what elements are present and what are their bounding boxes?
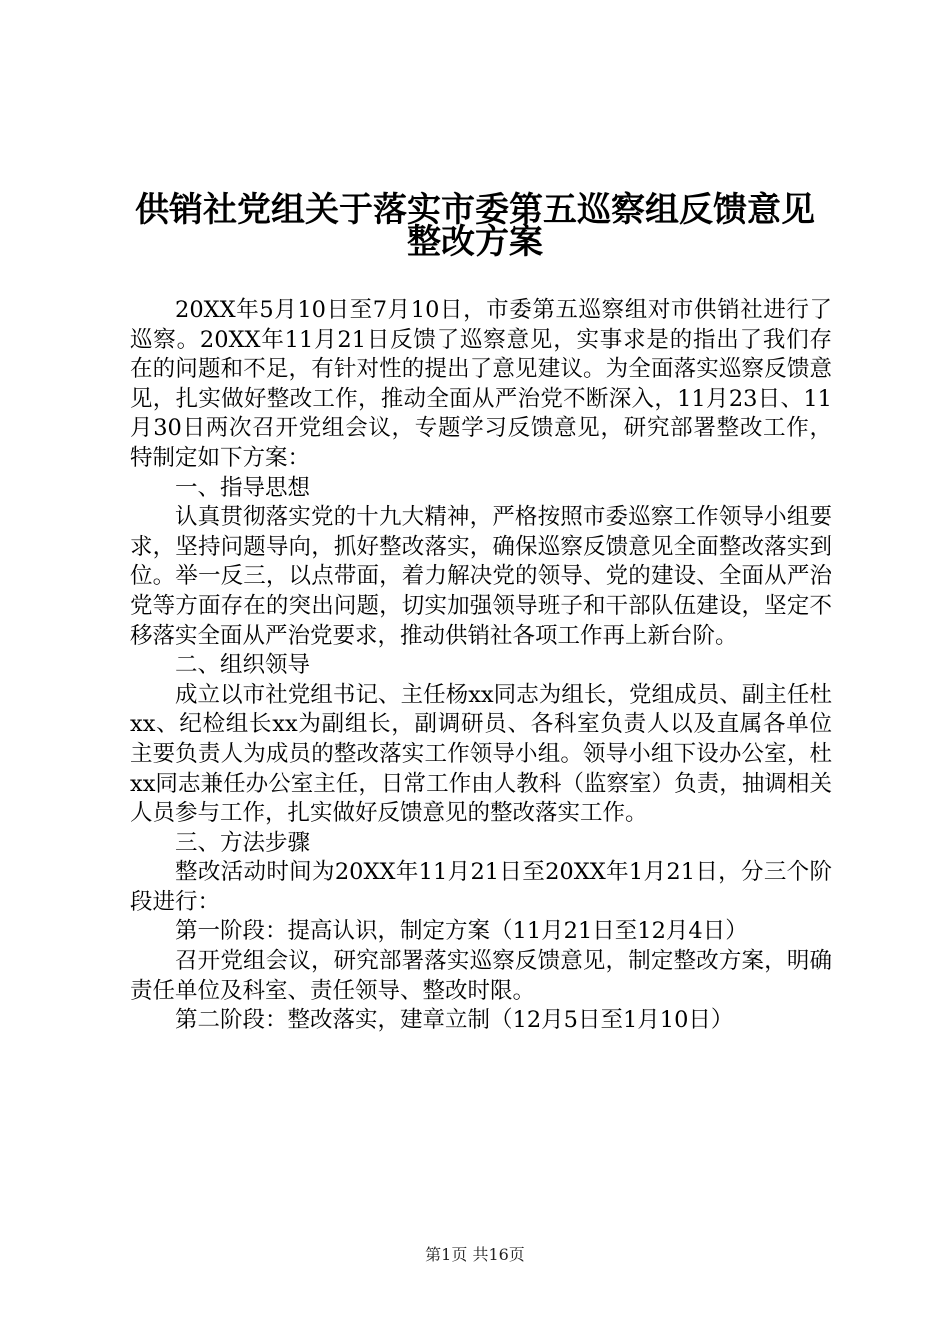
section-heading-guiding-ideology: 一、指导思想 <box>175 474 311 501</box>
paragraph-guiding-ideology: 认真贯彻落实党的十九大精神，严格按照市委巡察工作领导小组要求，坚持问题导向，抓好整改落实，确保巡察反馈意见全面整改落实到位。举一反三，以点带面，着力解决党的领导、党的建设、全面从严治党等方面存在的突出问题，切实加强领导班子和干部队伍建设，坚定不移落实全面从严治党要求，推动供销社各项工作再上新台阶。 <box>130 504 832 649</box>
page-number-footer: 第1页 共16页 <box>425 1245 525 1264</box>
stage-one-heading: 第一阶段：提高认识，制定方案（11月21日至12月4日） <box>175 918 748 945</box>
document-body <box>130 296 832 1036</box>
paragraph-intro: 20XX年5月10日至7月10日，市委第五巡察组对市供销社进行了巡察。20XX年11月21日反馈了巡察意见，实事求是的指出了我们存在的问题和不足，有针对性的提出了意见建议。为全面落实巡察反馈意见，扎实做好整改工作，推动全面从严治党不断深入，11月23日、11月30日两次召开党组会议，专题学习反馈意见，研究部署整改工作，特制定如下方案： <box>130 297 832 471</box>
paragraph-methods: 整改活动时间为20XX年11月21日至20XX年1月21日，分三个阶段进行： <box>130 859 832 915</box>
paragraph-stage-one: 召开党组会议，研究部署落实巡察反馈意见，制定整改方案，明确责任单位及科室、责任领导、整改时限。 <box>130 948 832 1004</box>
section-heading-methods: 三、方法步骤 <box>175 829 311 856</box>
paragraph-organization: 成立以市社党组书记、主任杨xx同志为组长，党组成员、副主任杜xx、纪检组长xx为副组长，副调研员、各科室负责人以及直属各单位主要负责人为成员的整改落实工作领导小组。领导小组下设办公室，杜xx同志兼任办公室主任，日常工作由人教科（监察室）负责，抽调相关人员参与工作，扎实做好反馈意见的整改落实工作。 <box>130 681 832 827</box>
document-title-line-2: 整改方案 <box>407 222 543 262</box>
document-title-line-1: 供销社党组关于落实市委第五巡察组反馈意见 <box>135 190 815 230</box>
stage-two-heading: 第二阶段：整改落实，建章立制（12月5日至1月10日） <box>175 1007 734 1034</box>
section-heading-organization: 二、组织领导 <box>175 652 311 679</box>
